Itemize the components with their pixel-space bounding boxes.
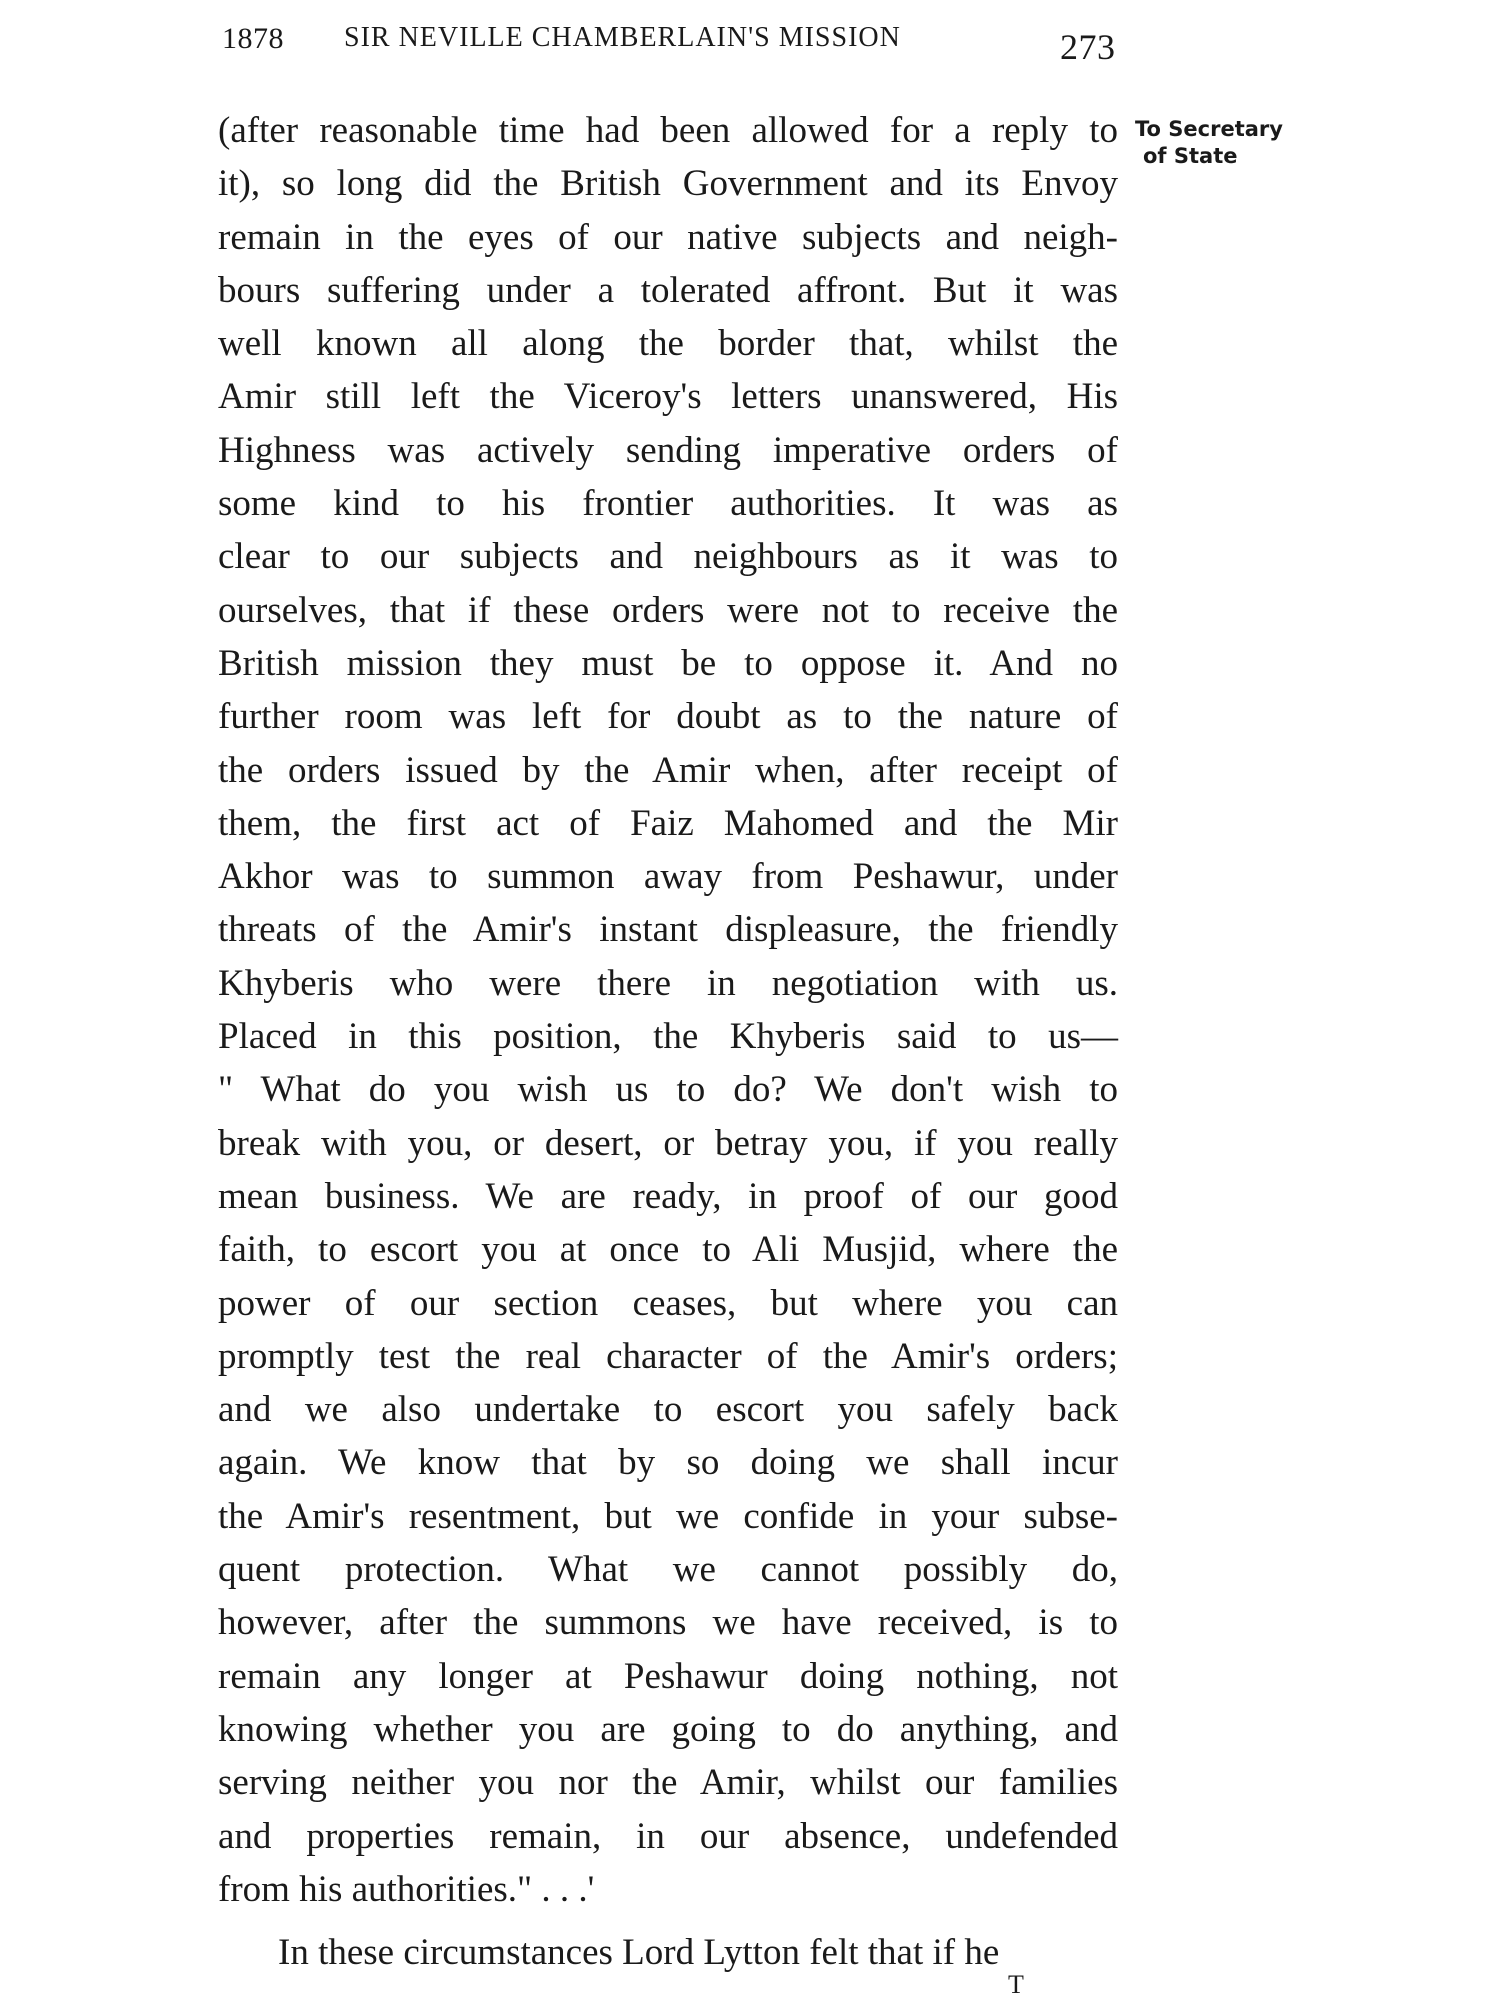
text-line: remain in the eyes of our native subjects and neigh- (218, 216, 1118, 258)
text-line: Amir still left the Viceroy's letters unanswered, His (218, 376, 1118, 418)
text-line: (after reasonable time had been allowed for a reply to (218, 110, 1118, 151)
text-line: some kind to his frontier authorities. It was as (218, 483, 1118, 525)
body-text (218, 104, 1118, 1979)
text-line: break with you, or desert, or betray you, if you really (218, 1122, 1118, 1164)
margin-note-line-2: of State (1143, 144, 1238, 168)
text-line: from his authorities." . . .' (218, 1868, 595, 1910)
text-line: promptly test the real character of the Amir's orders; (218, 1335, 1118, 1377)
text-line: Akhor was to summon away from Peshawur, under (218, 856, 1118, 898)
text-line: however, after the summons we have received, is to (218, 1602, 1118, 1644)
text-line: British mission they must be to oppose it. And no (218, 642, 1118, 684)
text-line: and we also undertake to escort you safely back (218, 1389, 1118, 1431)
text-line: the orders issued by the Amir when, after receipt of (218, 749, 1118, 791)
page-number: 273 (1060, 27, 1116, 67)
text-line: faith, to escort you at once to Ali Musjid, where the (218, 1229, 1118, 1271)
margin-note (1135, 116, 1305, 170)
text-line: mean business. We are ready, in proof of our good (218, 1175, 1118, 1217)
signature-mark: T (1008, 1970, 1024, 1999)
text-line: quent protection. What we cannot possibly do, (218, 1549, 1118, 1591)
text-line: Placed in this position, the Khyberis said to us— (218, 1016, 1118, 1058)
text-line: them, the first act of Faiz Mahomed and the Mir (218, 802, 1118, 844)
text-line: again. We know that by so doing we shall incur (218, 1442, 1118, 1484)
text-line: Highness was actively sending imperative orders of (218, 429, 1118, 471)
text-line: further room was left for doubt as to the nature of (218, 696, 1118, 738)
text-line: knowing whether you are going to do anything, and (218, 1708, 1118, 1750)
text-line: " What do you wish us to do? We don't wish to (218, 1069, 1118, 1111)
text-line: power of our section ceases, but where you can (218, 1282, 1118, 1324)
text-line: ourselves, that if these orders were not to receive the (218, 589, 1118, 631)
text-line: and properties remain, in our absence, undefended (218, 1815, 1118, 1857)
header-title: SIR NEVILLE CHAMBERLAIN'S MISSION (344, 22, 901, 53)
margin-note-line-1: To Secretary (1135, 117, 1283, 141)
text-line: clear to our subjects and neighbours as it was to (218, 536, 1118, 578)
text-line: remain any longer at Peshawur doing nothing, not (218, 1655, 1118, 1697)
text-line: serving neither you nor the Amir, whilst our families (218, 1762, 1118, 1804)
text-line: the Amir's resentment, but we confide in your subse- (218, 1495, 1118, 1537)
text-line: threats of the Amir's instant displeasure, the friendly (218, 909, 1118, 951)
text-line: bours suffering under a tolerated affront. But it was (218, 269, 1118, 311)
text-line: it), so long did the British Government and its Envoy (218, 163, 1118, 205)
text-line: Khyberis who were there in negotiation with us. (218, 962, 1118, 1004)
running-head (222, 18, 1122, 68)
final-paragraph-line: In these circumstances Lord Lytton felt that if he (278, 1932, 1000, 1974)
header-year: 1878 (222, 22, 284, 55)
text-line: well known all along the border that, whilst the (218, 323, 1118, 365)
